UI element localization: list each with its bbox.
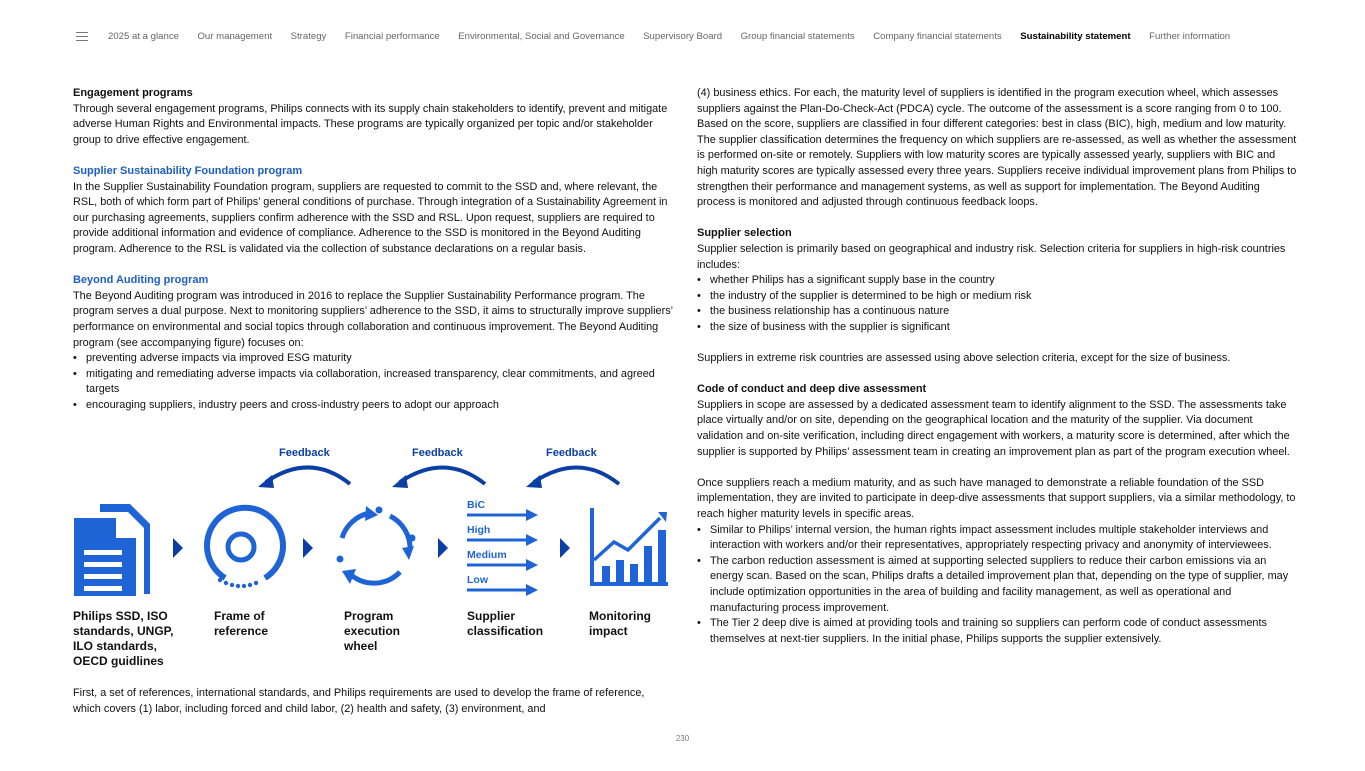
- nav-item-company-financial[interactable]: Company financial statements: [873, 31, 1002, 42]
- engagement-heading: Engagement programs: [73, 87, 193, 99]
- feedback-label: Feedback: [546, 447, 597, 459]
- monitoring-chart-icon: [590, 508, 668, 586]
- hamburger-menu-icon[interactable]: [76, 32, 88, 43]
- feedback-arrow-icon: [266, 467, 619, 484]
- class-label-bic: BiC: [467, 499, 486, 511]
- list-item: • encouraging suppliers, industry peers and cross-industry peers to adopt our approach: [73, 398, 673, 414]
- nav-item-sustainability[interactable]: Sustainability statement: [1020, 31, 1131, 42]
- nav-item-at-a-glance[interactable]: 2025 at a glance: [108, 31, 179, 42]
- beyond-auditing-heading: Beyond Auditing program: [73, 274, 209, 287]
- list-item: • the size of business with the supplier is significant: [697, 320, 1297, 336]
- nav-item-strategy[interactable]: Strategy: [290, 31, 327, 42]
- supplier-selection-text: Supplier selection is primarily based on geographical and industry risk. Selection criteria for suppliers in high-risk countries includes:: [697, 242, 1286, 271]
- foundation-text: In the Supplier Sustainability Foundation program, suppliers are requested to commit to the SSD and, where relevant, the RSL, both of which form part of Philips’ general conditions of purchase. Through integration of a Sustainability Agreement in our purchasing agreements, suppliers confirm adherence with the SSD and RSL. Upon request, suppliers are required to provide additional information and evidence of compliance. Adherence to the SSD is monitored in the Beyond Auditing program. Adherence to the RSL is validated via the collection of substance declarations on a regular basis.: [73, 180, 668, 255]
- figure-label-monitoring: Monitoring impact: [589, 609, 651, 638]
- nav-item-further-info[interactable]: Further information: [1149, 31, 1231, 42]
- nav-item-esg[interactable]: Environmental, Social and Governance: [458, 31, 625, 42]
- bottom-left-text: First, a set of references, international standards, and Philips requirements are used to develop the frame of reference, which covers (1) labor, including forced and child labor, (2) health and safety, (3) environment, and: [73, 687, 645, 715]
- list-item: • the business relationship has a continuous nature: [697, 304, 1297, 320]
- beyond-auditing-figure: [60, 438, 680, 678]
- figure-label-wheel: Program execution wheel: [344, 609, 401, 653]
- class-label-medium: Medium: [467, 549, 507, 561]
- code-of-conduct-heading: Code of conduct and deep dive assessment: [697, 383, 927, 396]
- list-item: • Similar to Philips’ internal version, the human rights impact assessment includes multiple stakeholder interviews and interaction with workers and/or their representatives, appropriately respecting privacy and anonymity of interviewees.: [697, 523, 1297, 554]
- deep-dive-list: [697, 523, 1297, 648]
- code-of-conduct-text: Suppliers in scope are assessed by a dedicated assessment team to identify alignment to the SSD. The assessments take place virtually and/or on site, depending on the geographical location and the maturity of the supplier. Via document validation and on-site verification, including direct engagement with workers, a maturity score is determined, after which the supplier is supported by Philips’ assessment team in creating an improvement plan as part of the program execution wheel.: [697, 398, 1290, 458]
- target-icon: [207, 508, 283, 589]
- page-number: 230: [675, 734, 690, 743]
- list-item: • whether Philips has a significant supply base in the country: [697, 273, 1297, 289]
- beyond-auditing-list: [73, 351, 673, 413]
- nav-item-management[interactable]: Our management: [197, 31, 273, 42]
- list-item: • the industry of the supplier is determined to be high or medium risk: [697, 289, 1297, 305]
- left-column: [73, 86, 673, 413]
- top-navigation: [0, 0, 1365, 74]
- beyond-auditing-text: The Beyond Auditing program was introduced in 2016 to replace the Supplier Sustainability Performance program. The program serves a dual purpose. Next to monitoring suppliers’ adherence to the SSD, it aims to structurally improve suppliers’ performance on environmental and social topics through collaboration and continuous improvement. The Beyond Auditing program (see accompanying figure) focuses on:: [73, 289, 673, 349]
- right-column: [697, 86, 1297, 647]
- selection-criteria-list: [697, 273, 1297, 335]
- nav-item-financial-performance[interactable]: Financial performance: [344, 31, 440, 42]
- nav-bar: [108, 31, 1249, 42]
- nav-item-group-financial[interactable]: Group financial statements: [740, 31, 855, 42]
- list-item: • mitigating and remediating adverse impacts via collaboration, increased transparency, clear commitments, and agreed targets: [73, 367, 673, 398]
- list-item: • preventing adverse impacts via improved ESG maturity: [73, 351, 673, 367]
- list-item: • The Tier 2 deep dive is aimed at providing tools and training so suppliers can perform code of conduct assessments themselves at next-tier suppliers. In the initial phase, Philips supports the supplier extensively.: [697, 616, 1297, 647]
- deep-dive-text: Once suppliers reach a medium maturity, and as such have managed to demonstrate a reliable foundation of the SSD implementation, they are invited to participate in deep-dive assessments that support suppliers, via a similar methodology, to reach higher maturity levels in specific areas.: [697, 476, 1296, 521]
- engagement-text: Through several engagement programs, Philips connects with its supply chain stakeholders to identify, prevent and mitigate adverse Human Rights and Environmental impacts. These programs are typically organized per topic and/or stakeholder group to drive effective engagement.: [73, 102, 668, 146]
- figure-label-classification: Supplier classification: [467, 609, 544, 638]
- figure-label-frame: Frame of reference: [214, 609, 269, 638]
- class-label-low: Low: [467, 574, 488, 586]
- feedback-label: Feedback: [279, 447, 330, 459]
- execution-wheel-icon: [337, 506, 416, 584]
- foundation-heading: Supplier Sustainability Foundation program: [73, 164, 303, 177]
- supplier-selection-heading: Supplier selection: [697, 227, 792, 240]
- documents-icon: [74, 504, 150, 596]
- extreme-risk-text: Suppliers in extreme risk countries are assessed using above selection criteria, except for the size of business.: [697, 352, 1231, 365]
- feedback-label: Feedback: [412, 447, 463, 459]
- nav-item-supervisory-board[interactable]: Supervisory Board: [643, 31, 723, 42]
- maturity-text: (4) business ethics. For each, the maturity level of suppliers is identified in the program execution wheel, which assesses suppliers against the Plan-Do-Check-Act (PDCA) cycle. The outcome of the assessment is a score ranging from 0 to 100. Based on the score, suppliers are classified in four different categories: best in class (BIC), high, medium and low maturity. The supplier classification determines the frequency on which suppliers are re-assessed, as well as whether the assessment is performed on-site or remotely. Suppliers with low maturity scores are typically assessed yearly, suppliers with BIC and high maturity scores are typically assessed every three years. Suppliers receive individual improvement plans from Philips to strengthen their performance and management systems, as well as support for implementation. The Beyond Auditing process is monitored and adjusted through continuous feedback loops.: [697, 87, 1297, 209]
- figure-label-standards: Philips SSD, ISO standards, UNGP, ILO standards, OECD guidlines: [73, 609, 174, 668]
- list-item: • The carbon reduction assessment is aimed at supporting selected suppliers to reduce their carbon emissions via an energy scan. Based on the scan, Philips drafts a detailed improvement plan that, depending on the type of supplier, may include optimization opportunities in the area of building and facility management, as well as operational and manufacturing process improvement.: [697, 554, 1297, 616]
- class-label-high: High: [467, 524, 491, 536]
